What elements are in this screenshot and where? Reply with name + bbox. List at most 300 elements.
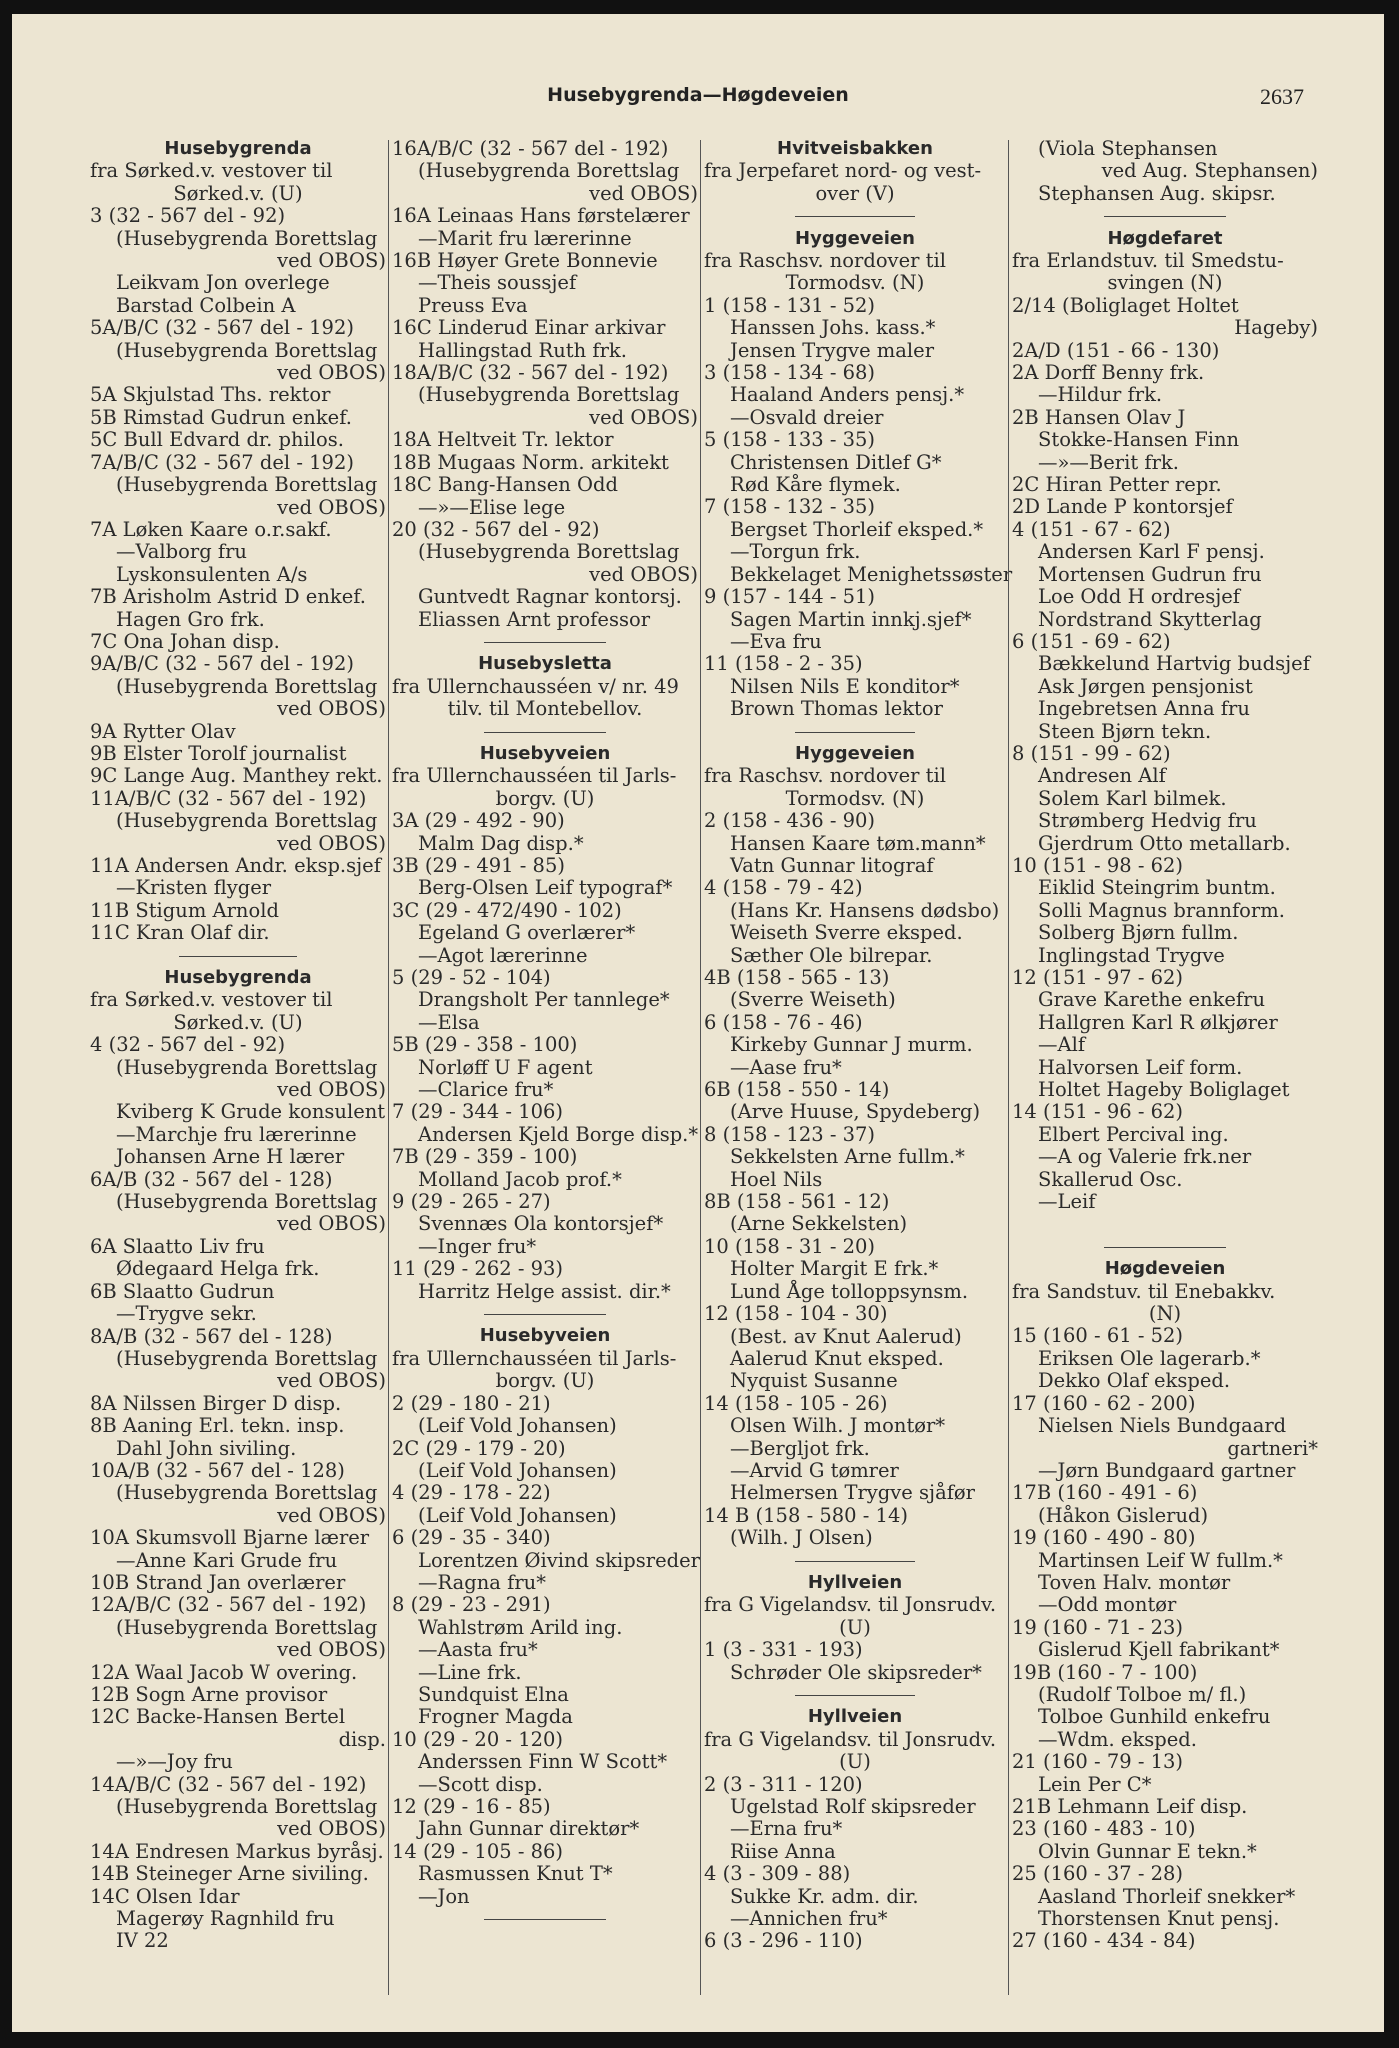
entry-line: Grave Karethe enkefru (1038, 988, 1266, 1012)
entry-line: 18C Bang-Hansen Odd (392, 473, 618, 497)
separator-rule (1012, 1236, 1318, 1258)
entry-line: 17B (160 - 491 - 6) (1012, 1481, 1198, 1505)
entry-line: 9A/B/C (32 - 567 del - 192) (90, 652, 354, 676)
entry-line: 7A Løken Kaare o.r.sakf. (90, 517, 332, 541)
entry-line: Gjerdrum Otto metallarb. (1038, 831, 1291, 855)
entry-line: —Anne Kari Grude fru (116, 1548, 338, 1572)
entry-line: Christensen Ditlef G* (730, 450, 942, 474)
entry-line: 2 (158 - 436 - 90) (704, 809, 876, 833)
entry-line: 12 (29 - 16 - 85) (392, 1795, 551, 1819)
entry-line: Nilsen Nils E konditor* (730, 674, 960, 698)
entry-line: 2C Hiran Petter repr. (1012, 473, 1222, 497)
entry-line: (Husebygrenda Borettslag (418, 383, 680, 407)
entry-line: 15 (160 - 61 - 52) (1012, 1324, 1184, 1348)
entry-line: 20 (32 - 567 del - 92) (392, 517, 600, 541)
entry-line: —Erna fru* (730, 1817, 843, 1841)
entry-line: 6B Slaatto Gudrun (90, 1279, 275, 1303)
entry-line: —Trygve sekr. (116, 1302, 257, 1326)
entry-line: Thorstensen Knut pensj. (1038, 1907, 1280, 1931)
entry-line: —Torgun frk. (730, 540, 861, 564)
entry-line: (Arne Sekkelsten) (730, 1212, 908, 1236)
entry-line: 7B Arisholm Astrid D enkef. (90, 585, 366, 609)
entry-line: 11C Kran Olaf dir. (90, 921, 270, 945)
entry-line: 5B Rimstad Gudrun enkef. (90, 405, 352, 429)
entry-line: 12C Backe-Hansen Bertel (90, 1705, 346, 1729)
entry-line: —Clarice fru* (418, 1078, 554, 1102)
entry-line: 7C Ona Johan disp. (90, 629, 280, 653)
column-1 (90, 138, 386, 1953)
street-heading: Høgdeveien (1104, 1258, 1226, 1280)
entry-line: —A og Valerie frk.ner (1038, 1145, 1252, 1169)
entry-line: (U) (839, 1750, 871, 1774)
separator-rule (90, 945, 386, 967)
entry-line: 11B Stigum Arnold (90, 898, 279, 922)
entry-line: 3 (158 - 134 - 68) (704, 361, 876, 385)
entry-line: —Jørn Bundgaard gartner (1038, 1458, 1296, 1482)
page-number: 2637 (1260, 84, 1304, 109)
entry-line: Lorentzen Øivind skipsreder (418, 1548, 700, 1572)
entry-line: Kirkeby Gunnar J murm. (730, 1033, 973, 1057)
entry-line: 6A Slaatto Liv fru (90, 1234, 265, 1258)
column-3 (704, 138, 1013, 1953)
entry-line: 19 (160 - 71 - 23) (1012, 1615, 1184, 1639)
entry-line: Molland Jacob prof.* (418, 1167, 622, 1191)
entry-line: 5A/B/C (32 - 567 del - 192) (90, 316, 354, 340)
entry-line: 12 (158 - 104 - 30) (704, 1302, 888, 1326)
entry-line: 18B Mugaas Norm. arkitekt (392, 450, 669, 474)
entry-line: (N) (1148, 1302, 1182, 1326)
entry-line: Tormodsv. (N) (785, 271, 925, 295)
entry-line: 5A Skjulstad Ths. rektor (90, 383, 331, 407)
entry-line: 14 (151 - 96 - 62) (1012, 1100, 1184, 1124)
separator-rule (392, 1908, 698, 1930)
entry-line: Ødegaard Helga frk. (116, 1257, 320, 1281)
street-heading: Husebysletta (478, 653, 612, 675)
entry-line: Guntvedt Ragnar kontorsj. (418, 585, 682, 609)
entry-line: (Håkon Gislerud) (1038, 1503, 1209, 1527)
entry-line: 16A/B/C (32 - 567 del - 192) (392, 137, 669, 160)
entry-line: Jahn Gunnar direktør* (418, 1817, 640, 1841)
entry-line: Hagen Gro frk. (116, 607, 265, 631)
entry-line: —Arvid G tømrer (730, 1458, 899, 1482)
entry-line: (Husebygrenda Borettslag (116, 674, 378, 698)
entry-line: ved OBOS) (277, 249, 386, 273)
entry-line: 2A/D (151 - 66 - 130) (1012, 338, 1220, 362)
entry-line: 18A/B/C (32 - 567 del - 192) (392, 361, 669, 385)
entry-line: Elbert Percival ing. (1038, 1122, 1229, 1146)
separator-rule (704, 205, 1006, 227)
entry-line: (U) (839, 1615, 871, 1639)
entry-line: ved OBOS) (277, 1817, 386, 1841)
entry-line: 14A/B/C (32 - 567 del - 192) (90, 1772, 367, 1796)
entry-line: Riise Anna (730, 1839, 836, 1863)
street-heading: Høgdefaret (1107, 227, 1223, 249)
blank-line (1012, 1213, 1318, 1235)
entry-line: 8B Aaning Erl. tekn. insp. (90, 1414, 345, 1438)
entry-line: (Sverre Weiseth) (730, 988, 896, 1012)
entry-line: Ugelstad Rolf skipsreder (730, 1795, 976, 1818)
entry-line: Norløff U F agent (418, 1055, 593, 1079)
entry-line: 11A Andersen Andr. eksp.sjef (90, 854, 381, 877)
entry-line: 3B (29 - 491 - 85) (392, 853, 565, 877)
entry-line: Stokke-Hansen Finn (1038, 428, 1240, 452)
entry-line: fra Sørked.v. vestover til (90, 159, 333, 183)
entry-line: Leikvam Jon overlege (116, 271, 330, 295)
entry-line: 5C Bull Edvard dr. philos. (90, 428, 344, 452)
entry-line: ved OBOS) (277, 1369, 386, 1393)
entry-line: 19 (160 - 490 - 80) (1012, 1526, 1196, 1550)
street-heading: Hyggeveien (795, 742, 915, 764)
entry-line: Kviberg K Grude konsulent (116, 1100, 386, 1124)
entry-line: (Husebygrenda Borettslag (116, 1190, 378, 1214)
entry-line: 4 (32 - 567 del - 92) (90, 1033, 286, 1057)
separator-rule (704, 1684, 1006, 1706)
entry-line: —Inger fru* (418, 1234, 537, 1258)
entry-line: 27 (160 - 434 - 84) (1012, 1929, 1196, 1953)
entry-line: 3 (32 - 567 del - 92) (90, 204, 286, 228)
separator-rule (392, 631, 698, 653)
entry-line: Sagen Martin innkj.sjef* (730, 607, 972, 631)
entry-line: 11A/B/C (32 - 567 del - 192) (90, 786, 367, 810)
entry-line: (Husebygrenda Borettslag (418, 159, 680, 183)
entry-line: 4 (29 - 178 - 22) (392, 1481, 551, 1505)
entry-line: ved OBOS) (277, 361, 386, 385)
entry-line: fra Sørked.v. vestover til (90, 988, 333, 1012)
entry-line: 12A Waal Jacob W overing. (90, 1660, 358, 1684)
entry-line: 4 (158 - 79 - 42) (704, 876, 863, 900)
entry-line: fra G Vigelandsv. til Jonsrudv. (704, 1593, 997, 1617)
entry-line: (Husebygrenda Borettslag (116, 473, 378, 497)
entry-line: Solem Karl bilmek. (1038, 786, 1227, 810)
column-divider (1008, 140, 1009, 1995)
entry-line: 14 (29 - 105 - 86) (392, 1839, 564, 1863)
entry-line: —Scott disp. (418, 1772, 543, 1796)
entry-line: Gislerud Kjell fabrikant* (1038, 1638, 1280, 1662)
entry-line: (Wilh. J Olsen) (730, 1526, 873, 1550)
entry-line: Sukke Kr. adm. dir. (730, 1884, 919, 1908)
entry-line: Nyquist Susanne (730, 1369, 898, 1393)
entry-line: fra G Vigelandsv. til Jonsrudv. (704, 1727, 997, 1751)
entry-line: (Leif Vold Johansen) (418, 1503, 617, 1527)
entry-line: 11 (29 - 262 - 93) (392, 1257, 564, 1281)
entry-line: —Theis soussjef (418, 271, 577, 295)
entry-line: 8 (151 - 99 - 62) (1012, 741, 1171, 765)
entry-line: 7 (158 - 132 - 35) (704, 495, 876, 519)
entry-line: 14 B (158 - 580 - 14) (704, 1503, 908, 1527)
entry-line: 16B Høyer Grete Bonnevie (392, 249, 658, 273)
entry-line: 10 (158 - 31 - 20) (704, 1234, 876, 1258)
entry-line: 6B (158 - 550 - 14) (704, 1078, 890, 1102)
separator-rule (1012, 205, 1318, 227)
entry-line: Nordstrand Skytterlag (1038, 607, 1262, 631)
page-header (12, 84, 1384, 114)
entry-line: Barstad Colbein A (116, 293, 296, 317)
entry-line: ved OBOS) (277, 495, 386, 519)
entry-line: Egeland G overlærer* (418, 921, 636, 945)
entry-line: ved OBOS) (277, 1503, 386, 1527)
entry-line: Hanssen Johs. kass.* (730, 316, 936, 340)
entry-line: Aalerud Knut eksped. (730, 1346, 944, 1370)
entry-line: —»—Berit frk. (1038, 450, 1179, 474)
entry-line: Dahl John siviling. (116, 1436, 297, 1460)
entry-line: Haaland Anders pensj.* (730, 383, 965, 407)
separator-rule (704, 1550, 1006, 1572)
entry-line: Halvorsen Leif form. (1038, 1055, 1243, 1079)
entry-line: —»—Elise lege (418, 495, 566, 519)
entry-line: Dekko Olaf eksped. (1038, 1369, 1231, 1393)
entry-line: ved OBOS) (277, 1212, 386, 1236)
street-heading: Hyllveien (807, 1571, 903, 1593)
entry-line: Frogner Magda (418, 1705, 573, 1729)
entry-line: 7 (29 - 344 - 106) (392, 1100, 564, 1124)
entry-line: Sæther Ole bilrepar. (730, 943, 933, 967)
entry-line: Weiseth Sverre eksped. (730, 921, 963, 945)
column-divider (700, 140, 701, 1995)
entry-line: 10A/B (32 - 567 del - 128) (90, 1458, 345, 1482)
entry-line: 23 (160 - 483 - 10) (1012, 1817, 1196, 1841)
entry-line: (Hans Kr. Hansens dødsbo) (730, 898, 1000, 922)
entry-line: (Husebygrenda Borettslag (116, 1615, 378, 1639)
entry-line: 10A Skumsvoll Bjarne lærer (90, 1526, 370, 1550)
entry-line: Hoel Nils (730, 1167, 823, 1191)
entry-line: (Rudolf Tolboe m/ fl.) (1038, 1682, 1247, 1706)
entry-line: Rød Kåre flymek. (730, 473, 901, 497)
entry-line: Berg-Olsen Leif typograf* (418, 876, 673, 900)
entry-line: ved OBOS) (277, 1638, 386, 1662)
entry-line: 14C Olsen Idar (90, 1884, 240, 1908)
entry-line: (Best. av Knut Aalerud) (730, 1324, 962, 1348)
entry-line: Sørked.v. (U) (173, 1010, 303, 1034)
entry-line: Drangsholt Per tannlege* (418, 988, 670, 1012)
street-heading: Hyggeveien (795, 227, 915, 249)
entry-line: borgv. (U) (495, 1369, 595, 1393)
entry-line: Loe Odd H ordresjef (1038, 585, 1240, 609)
street-heading: Husebygrenda (164, 967, 312, 989)
entry-line: 12A/B/C (32 - 567 del - 192) (90, 1593, 367, 1617)
entry-line: 2 (3 - 311 - 120) (704, 1772, 863, 1796)
entry-line: svingen (N) (1107, 271, 1223, 295)
entry-line: ved OBOS) (277, 1078, 386, 1102)
entry-line: borgv. (U) (495, 786, 595, 810)
entry-line: Hageby) (1234, 316, 1318, 340)
entry-line: —Marit fru lærerinne (418, 226, 632, 250)
entry-line: Solberg Bjørn fullm. (1038, 921, 1239, 945)
entry-line: 6 (151 - 69 - 62) (1012, 629, 1171, 653)
entry-line: Bergset Thorleif eksped.* (730, 517, 984, 541)
entry-line: 3C (29 - 472/490 - 102) (392, 898, 622, 922)
entry-line: Andresen Alf (1038, 764, 1166, 788)
entry-line: 5 (158 - 133 - 35) (704, 428, 876, 452)
entry-line: 12B Sogn Arne provisor (90, 1683, 328, 1707)
entry-line: fra Erlandstuv. til Smedstu- (1012, 249, 1284, 273)
entry-line: Rasmussen Knut T* (418, 1862, 613, 1886)
entry-line: 11 (158 - 2 - 35) (704, 652, 863, 676)
entry-line: 9B Elster Torolf journalist (90, 741, 347, 765)
entry-line: 10B Strand Jan overlærer (90, 1570, 346, 1594)
entry-line: ved OBOS) (277, 831, 386, 855)
entry-line: 6 (3 - 296 - 110) (704, 1929, 863, 1953)
entry-line: fra Ullernchausséen til Jarls- (392, 764, 677, 788)
entry-line: Eliassen Arnt professor (418, 607, 651, 631)
entry-line: Schrøder Ole skipsreder* (730, 1660, 982, 1684)
entry-line: Sørked.v. (U) (173, 181, 303, 205)
entry-line: (Husebygrenda Borettslag (116, 1055, 378, 1079)
entry-line: Holter Margit E frk.* (730, 1257, 939, 1281)
entry-line: 2D Lande P kontorsjef (1012, 495, 1233, 519)
entry-line: 6 (158 - 76 - 46) (704, 1010, 863, 1034)
entry-line: 8A/B (32 - 567 del - 128) (90, 1324, 333, 1348)
entry-line: 10 (151 - 98 - 62) (1012, 853, 1184, 877)
entry-line: Ingebretsen Anna fru (1038, 697, 1250, 721)
entry-line: fra Raschsv. nordover til (704, 249, 946, 273)
entry-line: Brown Thomas lektor (730, 697, 943, 721)
entry-line: fra Ullernchausséen til Jarls- (392, 1346, 677, 1370)
entry-line: ved OBOS) (277, 697, 386, 721)
entry-line: (Husebygrenda Borettslag (116, 809, 378, 833)
entry-line: (Husebygrenda Borettslag (116, 1795, 378, 1819)
entry-line: Nielsen Niels Bundgaard (1038, 1414, 1287, 1438)
entry-line: Lund Åge tolloppsynsm. (730, 1279, 969, 1303)
entry-line: Steen Bjørn tekn. (1038, 719, 1212, 743)
entry-line: (Viola Stephansen (1038, 137, 1218, 160)
entry-line: Mortensen Gudrun fru (1038, 562, 1262, 586)
entry-line: 5B (29 - 358 - 100) (392, 1033, 578, 1057)
entry-line: 4B (158 - 565 - 13) (704, 966, 890, 989)
street-heading: Husebygrenda (164, 138, 312, 159)
entry-line: 9 (29 - 265 - 27) (392, 1190, 551, 1214)
entry-line: Stephansen Aug. skipsr. (1038, 181, 1276, 205)
entry-line: fra Sandstuv. til Enebakkv. (1012, 1279, 1276, 1303)
entry-line: Skallerud Osc. (1038, 1167, 1183, 1191)
column-4 (1012, 138, 1318, 1953)
directory-page (12, 14, 1384, 2032)
entry-line: Bekkelaget Menighetssøster (730, 562, 1013, 586)
separator-rule (392, 721, 698, 743)
entry-line: 2/14 (Boliglaget Holtet (1012, 293, 1239, 317)
entry-line: fra Ullernchausséen v/ nr. 49 (392, 674, 679, 698)
entry-line: 3A (29 - 492 - 90) (392, 809, 565, 833)
entry-line: Bækkelund Hartvig budsjef (1038, 652, 1310, 676)
entry-line: —Valborg fru (116, 540, 247, 564)
entry-line: 6A/B (32 - 567 del - 128) (90, 1167, 333, 1191)
column-divider (388, 140, 389, 1995)
entry-line: (Husebygrenda Borettslag (116, 1346, 378, 1370)
entry-line: Toven Halv. montør (1038, 1570, 1231, 1594)
entry-line: —Leif (1038, 1190, 1096, 1214)
entry-line: 2 (29 - 180 - 21) (392, 1391, 551, 1415)
entry-line: (Husebygrenda Borettslag (116, 1481, 378, 1505)
entry-line: —Elsa (418, 1010, 480, 1034)
entry-line: —Alf (1038, 1033, 1086, 1057)
entry-line: over (V) (815, 181, 895, 205)
entry-line: disp. (338, 1727, 386, 1751)
entry-line: Andersen Kjeld Borge disp.* (418, 1122, 699, 1146)
entry-line: 2A Dorff Benny frk. (1012, 361, 1205, 385)
entry-line: Helmersen Trygve sjåfør (730, 1481, 975, 1505)
entry-line: Olvin Gunnar E tekn.* (1038, 1839, 1257, 1863)
entry-line: Harritz Helge assist. dir.* (418, 1279, 671, 1303)
entry-line: (Leif Vold Johansen) (418, 1458, 617, 1482)
entry-line: 14A Endresen Markus byråsj. (90, 1839, 384, 1863)
entry-line: Holtet Hageby Boliglaget (1038, 1078, 1290, 1102)
entry-line: 16C Linderud Einar arkivar (392, 316, 666, 340)
entry-line: Tolboe Gunhild enkefru (1038, 1705, 1271, 1729)
entry-line: —Marchje fru lærerinne (116, 1122, 357, 1146)
entry-line: 25 (160 - 37 - 28) (1012, 1862, 1184, 1886)
entry-line: Andersen Karl F pensj. (1038, 540, 1265, 564)
entry-line: —Odd montør (1038, 1593, 1177, 1617)
entry-line: Tormodsv. (N) (785, 786, 925, 810)
entry-line: —Osvald dreier (730, 405, 884, 429)
entry-line: 8A Nilssen Birger D disp. (90, 1391, 342, 1415)
entry-line: 2B Hansen Olav J (1012, 405, 1186, 429)
entry-line: 21 (160 - 79 - 13) (1012, 1750, 1184, 1774)
entry-line: ved OBOS) (589, 181, 698, 205)
entry-line: 9A Rytter Olav (90, 719, 236, 743)
entry-line: —Line frk. (418, 1660, 522, 1684)
entry-line: tilv. til Montebellov. (447, 697, 643, 721)
street-heading: Hyllveien (807, 1706, 903, 1728)
entry-line: —Eva fru (730, 629, 822, 653)
entry-line: —Annichen fru* (730, 1907, 888, 1931)
entry-line: (Leif Vold Johansen) (418, 1414, 617, 1438)
entry-line: ved OBOS) (589, 562, 698, 586)
entry-line: Johansen Arne H lærer (116, 1145, 345, 1169)
entry-line: Aasland Thorleif snekker* (1038, 1884, 1296, 1908)
entry-line: 2C (29 - 179 - 20) (392, 1436, 566, 1460)
entry-line: 9C Lange Aug. Manthey rekt. (90, 764, 383, 788)
entry-line: Hallgren Karl R ølkjører (1038, 1010, 1278, 1034)
entry-line: Ask Jørgen pensjonist (1038, 674, 1253, 698)
entry-line: 10 (29 - 20 - 120) (392, 1727, 564, 1751)
entry-line: Sekkelsten Arne fullm.* (730, 1145, 965, 1169)
entry-line: 16A Leinaas Hans førstelærer (392, 204, 690, 228)
entry-line: 8B (158 - 561 - 12) (704, 1190, 890, 1214)
entry-line: Solli Magnus brannform. (1038, 898, 1285, 922)
entry-line: (Arve Huuse, Spydeberg) (730, 1100, 981, 1124)
entry-line: 19B (160 - 7 - 100) (1012, 1660, 1198, 1684)
entry-line: ved OBOS) (589, 405, 698, 429)
entry-line: fra Jerpefaret nord- og vest- (704, 159, 982, 183)
column-2 (392, 138, 698, 1930)
entry-line: Lyskonsulenten A/s (116, 562, 308, 586)
entry-line: 8 (29 - 23 - 291) (392, 1593, 551, 1617)
entry-line: (Husebygrenda Borettslag (116, 338, 378, 362)
entry-line: 14 (158 - 105 - 26) (704, 1391, 888, 1415)
entry-line: Sundquist Elna (418, 1682, 569, 1706)
entry-line: —Ragna fru* (418, 1570, 546, 1594)
entry-line: Hallingstad Ruth frk. (418, 338, 627, 362)
entry-line: Eriksen Ole lagerarb.* (1038, 1346, 1261, 1370)
entry-line: Magerøy Ragnhild fru (116, 1907, 335, 1931)
entry-line: Strømberg Hedvig fru (1038, 809, 1257, 833)
entry-line: 1 (3 - 331 - 193) (704, 1638, 863, 1662)
entry-line: 1 (158 - 131 - 52) (704, 293, 876, 317)
street-heading: Husebyveien (479, 742, 611, 764)
entry-line: 18A Heltveit Tr. lektor (392, 428, 614, 452)
entry-line: —Kristen flyger (116, 876, 272, 900)
entry-line: Malm Dag disp.* (418, 831, 584, 855)
entry-line: Vatn Gunnar litograf (730, 853, 934, 877)
entry-line: —Aasta fru* (418, 1638, 538, 1662)
entry-line: 9 (157 - 144 - 51) (704, 585, 876, 609)
entry-line: —Hildur frk. (1038, 383, 1163, 407)
entry-line: 4 (151 - 67 - 62) (1012, 517, 1171, 541)
entry-line: Inglingstad Trygve (1038, 943, 1225, 967)
page-title: Husebygrenda—Høgdeveien (547, 84, 849, 106)
entry-line: (Husebygrenda Borettslag (116, 226, 378, 250)
entry-line: 17 (160 - 62 - 200) (1012, 1391, 1196, 1415)
